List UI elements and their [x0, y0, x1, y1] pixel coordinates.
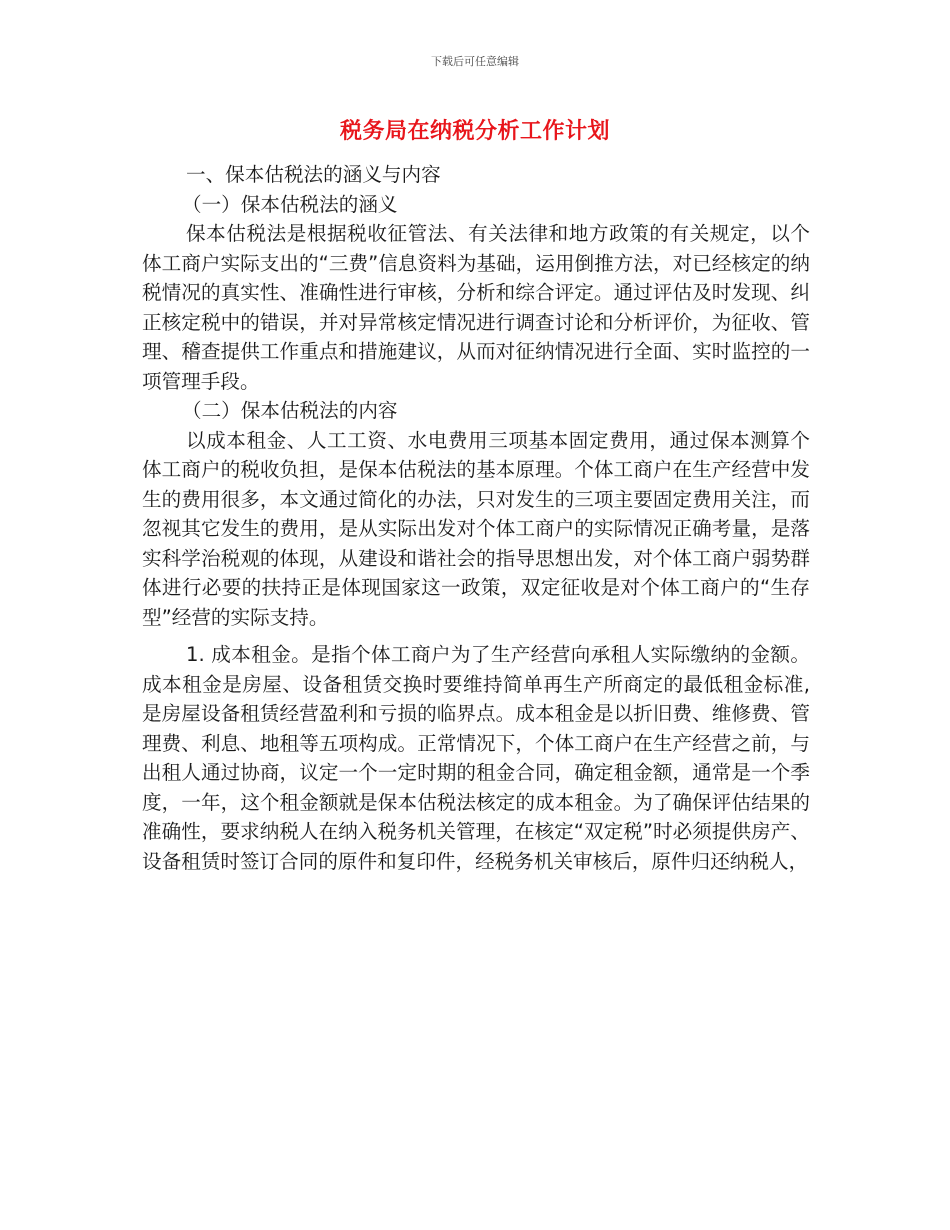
paragraph: 以成本租金、人工工资、水电费用三项基本固定费用，通过保本测算个体工商户的税收负担，是保本估税法的基本原理。个体工商户在生产经营中发生的费用很多，本文通过简化的办法，只对发生的三项主要固定费用关注，而忽视其它发生的费用，是从实际出发对个体工商户的实际情况正确考量，是落实科学治税观的体现，从建设和谐社会的指导思想出发，对个体工商户弱势群体进行必要的扶持正是体现国家这一政策，双定征收是对个体工商户的“生存型”经营的实际支持。	[142, 428, 810, 629]
document-body	[142, 160, 810, 876]
paragraph: 保本估税法是根据税收征管法、有关法律和地方政策的有关规定，以个体工商户实际支出的“三费”信息资料为基础，运用倒推方法，对已经核定的纳税情况的真实性、准确性进行审核，分析和综合评定。通过评估及时发现、纠正核定税中的错误，并对异常核定情况进行调查讨论和分析评价，为征收、管理、稽查提供工作重点和措施建议，从而对征纳情况进行全面、实时监控的一项管理手段。	[142, 222, 810, 393]
document-title: 税务局在纳税分析工作计划	[339, 119, 610, 144]
paragraph: 1. 成本租金。是指个体工商户为了生产经营向承租人实际缴纳的金额。成本租金是房屋、设备租赁交换时要维持简单再生产所商定的最低租金标准,是房屋设备租赁经营盈利和亏损的临界点。成本租金是以折旧费、维修费、管理费、利息、地租等五项构成。正常情况下，个体工商户在生产经营之前，与出租人通过协商，议定一个一定时期的租金合同，确定租金额，通常是一个季度，一年，这个租金额就是保本估税法核定的成本租金。为了确保评估结果的准确性，要求纳税人在纳入税务机关管理，在核定“双定税”时必须提供房产、设备租赁时签订合同的原件和复印件，经税务机关审核后，原件归还纳税人，	[142, 643, 810, 873]
header-note: 下载后可任意编辑	[431, 55, 519, 68]
section-heading: 一、保本估税法的涵义与内容	[186, 163, 441, 186]
subsection-heading: （一）保本估税法的涵义	[182, 192, 398, 216]
subsection-heading: （二）保本估税法的内容	[182, 399, 398, 422]
